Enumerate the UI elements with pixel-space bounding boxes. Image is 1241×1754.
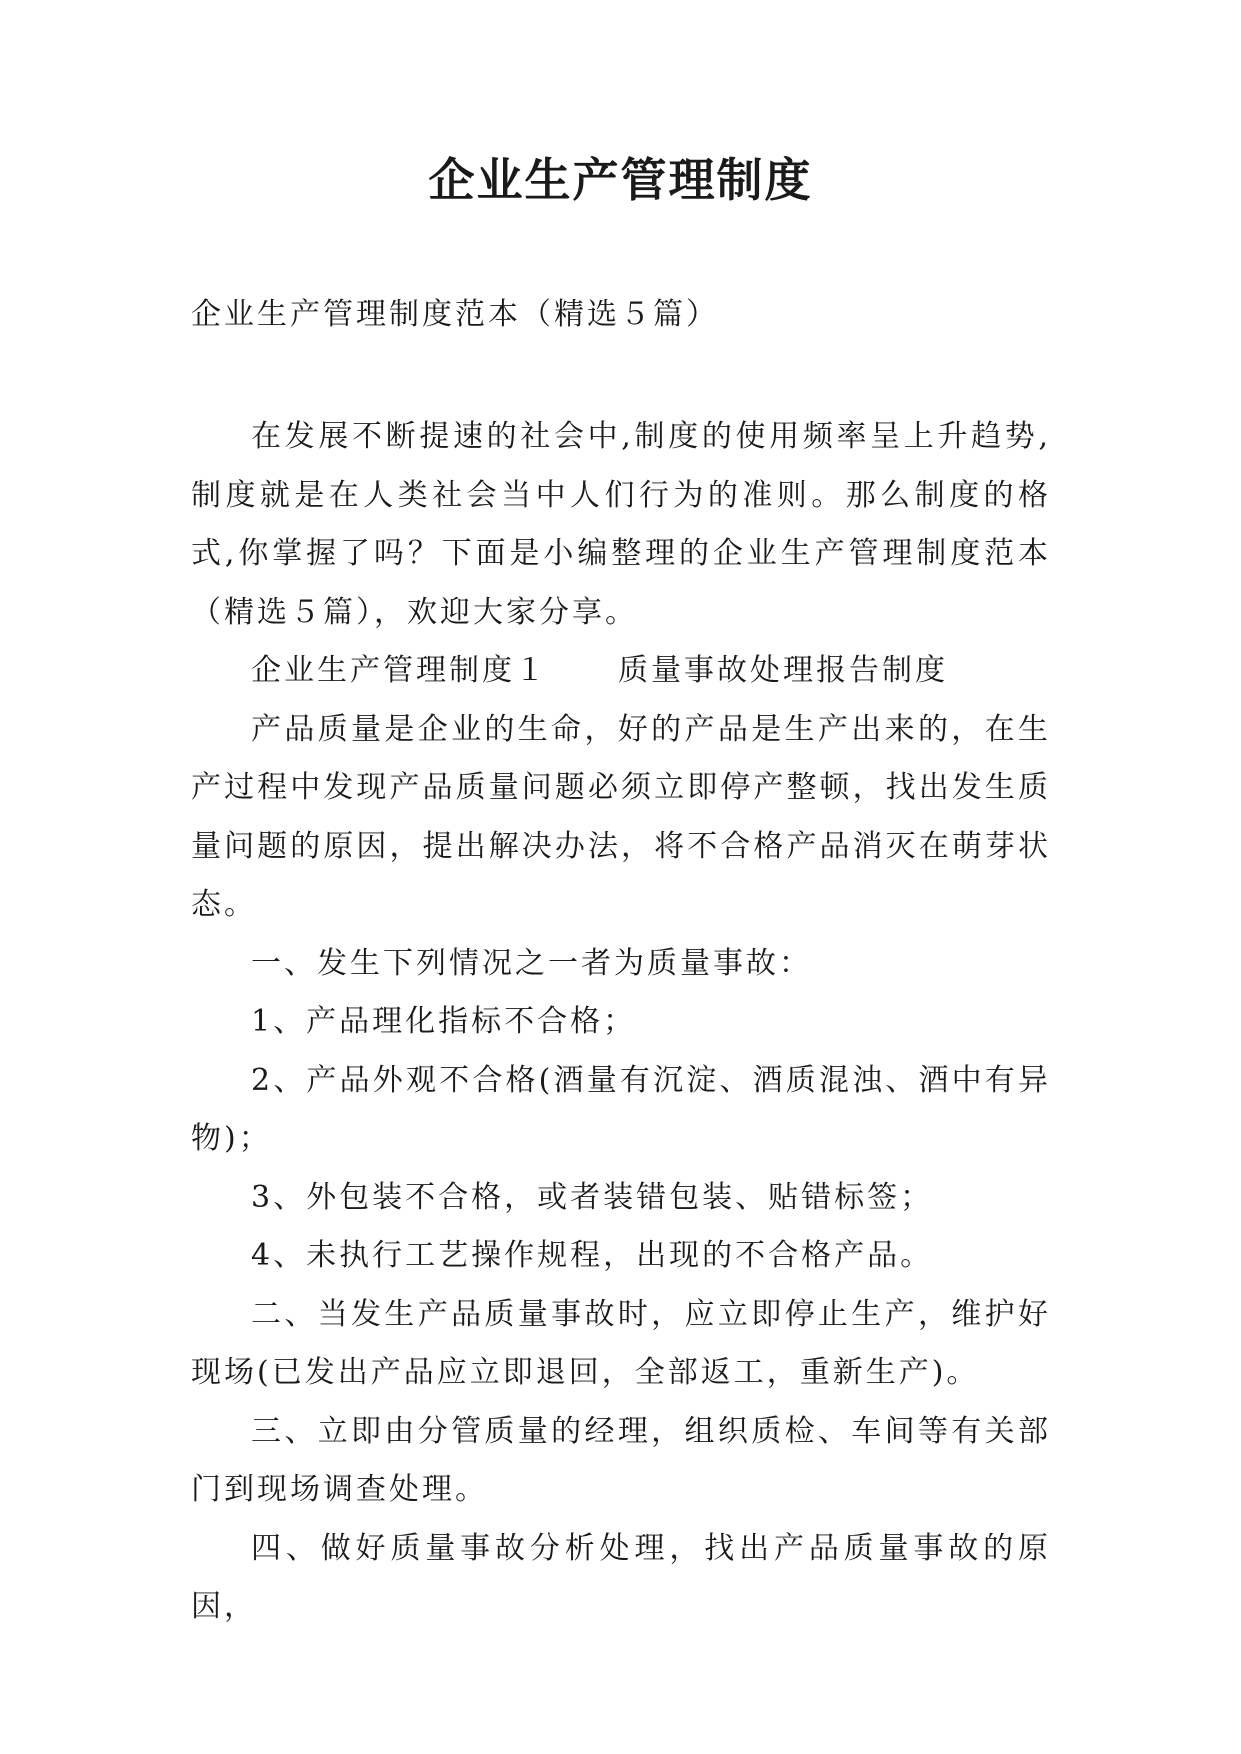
paragraph: 四、做好质量事故分析处理，找出产品质量事故的原因， [191, 1530, 1051, 1624]
section-title: 质量事故处理报告制度 [618, 653, 948, 688]
paragraph: 三、立即由分管质量的经理，组织质检、车间等有关部门到现场调查处理。 [191, 1413, 1051, 1507]
list-item: 3、外包装不合格，或者装错包装、贴错标签； [251, 1179, 934, 1215]
paragraph: 一、发生下列情况之一者为质量事故： [251, 945, 812, 981]
paragraph: 产品质量是企业的生命，好的产品是生产出来的，在生产过程中发现产品质量问题必须立即停产整顿，找出发生质量问题的原因，提出解决办法，将不合格产品消灭在萌芽状态。 [191, 711, 1051, 922]
document-body [191, 408, 1051, 1637]
list-item: 1、产品理化指标不合格； [251, 1004, 637, 1039]
document-title: 企业生产管理制度 [428, 153, 813, 207]
intro-paragraph: 在发展不断提速的社会中,制度的使用频率呈上升趋势,制度就是在人类社会当中人们行为的准则。那么制度的格式,你掌握了吗？下面是小编整理的企业生产管理制度范本（精选５篇），欢迎大家分享。 [191, 419, 1051, 630]
section-label: 企业生产管理制度１ [251, 653, 548, 688]
list-item: 2、产品外观不合格(酒量有沉淀、酒质混浊、酒中有异物)； [191, 1062, 1051, 1156]
paragraph: 二、当发生产品质量事故时，应立即停止生产，维护好现场(已发出产品应立即退回，全部返工，重新生产)。 [191, 1296, 1051, 1390]
list-item: 4、未执行工艺操作规程，出现的不合格产品。 [251, 1238, 934, 1273]
section-heading [191, 642, 1051, 701]
document-subtitle: 企业生产管理制度范本（精选５篇） [191, 297, 719, 332]
